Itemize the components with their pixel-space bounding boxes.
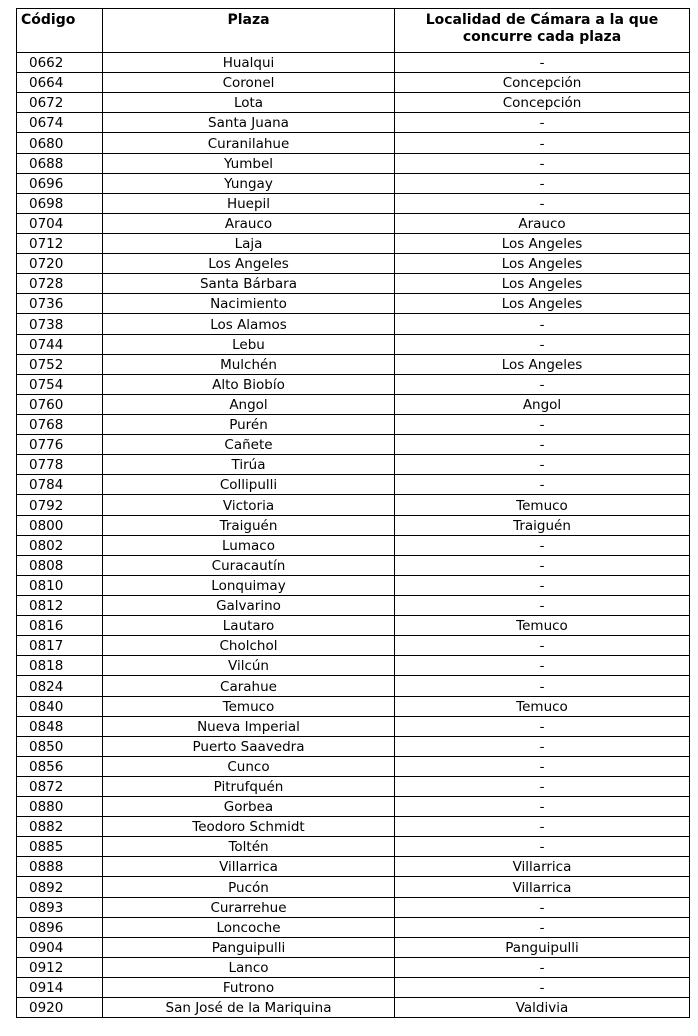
cell-localidad: Los Angeles (395, 294, 690, 314)
cell-code: 0704 (17, 213, 103, 233)
cell-code: 0912 (17, 957, 103, 977)
table-row (17, 213, 690, 233)
cell-plaza: Pucón (103, 877, 395, 897)
cell-localidad: - (395, 455, 690, 475)
cell-localidad: - (395, 113, 690, 133)
cell-code: 0674 (17, 113, 103, 133)
cell-code: 0850 (17, 736, 103, 756)
cell-plaza: Los Angeles (103, 254, 395, 274)
cell-code: 0712 (17, 233, 103, 253)
table-body (17, 53, 690, 1018)
cell-code: 0904 (17, 937, 103, 957)
table-row (17, 193, 690, 213)
cell-localidad: - (395, 53, 690, 73)
cell-plaza: Temuco (103, 696, 395, 716)
table-row (17, 73, 690, 93)
table-row (17, 957, 690, 977)
cell-localidad: - (395, 595, 690, 615)
cell-code: 0768 (17, 414, 103, 434)
cell-code: 0848 (17, 716, 103, 736)
table-row (17, 314, 690, 334)
cell-localidad: Los Angeles (395, 274, 690, 294)
cell-plaza: Tirúa (103, 455, 395, 475)
cell-code: 0816 (17, 616, 103, 636)
cell-localidad: - (395, 133, 690, 153)
table-row (17, 575, 690, 595)
cell-localidad: - (395, 736, 690, 756)
cell-localidad: - (395, 897, 690, 917)
cell-plaza: Mulchén (103, 354, 395, 374)
cell-plaza: Cunco (103, 756, 395, 776)
cell-plaza: Vilcún (103, 656, 395, 676)
table-row (17, 817, 690, 837)
cell-code: 0752 (17, 354, 103, 374)
table-row (17, 334, 690, 354)
cell-localidad: Panguipulli (395, 937, 690, 957)
table-row (17, 595, 690, 615)
cell-code: 0840 (17, 696, 103, 716)
cell-code: 0888 (17, 857, 103, 877)
table-row (17, 394, 690, 414)
cell-plaza: Villarrica (103, 857, 395, 877)
cell-plaza: Toltén (103, 837, 395, 857)
cell-code: 0800 (17, 515, 103, 535)
table-row (17, 716, 690, 736)
cell-code: 0885 (17, 837, 103, 857)
cell-localidad: - (395, 535, 690, 555)
cell-plaza: Alto Biobío (103, 374, 395, 394)
cell-code: 0893 (17, 897, 103, 917)
cell-plaza: Cañete (103, 435, 395, 455)
cell-localidad: - (395, 797, 690, 817)
cell-code: 0824 (17, 676, 103, 696)
cell-code: 0776 (17, 435, 103, 455)
table-row (17, 374, 690, 394)
cell-code: 0738 (17, 314, 103, 334)
cell-localidad: - (395, 656, 690, 676)
table-row (17, 515, 690, 535)
cell-localidad: - (395, 555, 690, 575)
table-row (17, 354, 690, 374)
cell-code: 0920 (17, 998, 103, 1018)
cell-localidad: - (395, 153, 690, 173)
table-row (17, 676, 690, 696)
cell-plaza: Hualqui (103, 53, 395, 73)
cell-plaza: Arauco (103, 213, 395, 233)
cell-code: 0856 (17, 756, 103, 776)
table-row (17, 797, 690, 817)
table-row (17, 495, 690, 515)
cell-code: 0760 (17, 394, 103, 414)
cell-plaza: Nueva Imperial (103, 716, 395, 736)
table-row (17, 475, 690, 495)
cell-code: 0808 (17, 555, 103, 575)
cell-localidad: Valdivia (395, 998, 690, 1018)
table-row (17, 555, 690, 575)
cell-localidad: Los Angeles (395, 233, 690, 253)
cell-code: 0720 (17, 254, 103, 274)
cell-plaza: Santa Bárbara (103, 274, 395, 294)
cell-code: 0892 (17, 877, 103, 897)
cell-localidad: - (395, 756, 690, 776)
cell-plaza: Lebu (103, 334, 395, 354)
table-row (17, 756, 690, 776)
cell-localidad: - (395, 435, 690, 455)
cell-localidad: - (395, 414, 690, 434)
cell-code: 0696 (17, 173, 103, 193)
cell-plaza: Puerto Saavedra (103, 736, 395, 756)
cell-plaza: Lautaro (103, 616, 395, 636)
cell-plaza: Cholchol (103, 636, 395, 656)
cell-code: 0817 (17, 636, 103, 656)
cell-code: 0896 (17, 917, 103, 937)
table-row (17, 153, 690, 173)
table-header-row (17, 9, 690, 53)
table-row (17, 736, 690, 756)
cell-localidad: - (395, 314, 690, 334)
cell-localidad: - (395, 817, 690, 837)
cell-localidad: - (395, 475, 690, 495)
cell-plaza: Victoria (103, 495, 395, 515)
cell-localidad: - (395, 837, 690, 857)
table-row (17, 857, 690, 877)
cell-localidad: - (395, 917, 690, 937)
cell-plaza: Loncoche (103, 917, 395, 937)
header-localidad: Localidad de Cámara a la que concurre cada plaza (395, 9, 690, 53)
table-row (17, 897, 690, 917)
cell-code: 0778 (17, 455, 103, 475)
cell-code: 0812 (17, 595, 103, 615)
table-row (17, 435, 690, 455)
table-row (17, 978, 690, 998)
header-code: Código (17, 9, 103, 53)
cell-localidad: - (395, 575, 690, 595)
cell-code: 0736 (17, 294, 103, 314)
cell-code: 0728 (17, 274, 103, 294)
cell-code: 0672 (17, 93, 103, 113)
cell-code: 0882 (17, 817, 103, 837)
table-row (17, 696, 690, 716)
table-row (17, 254, 690, 274)
cell-code: 0810 (17, 575, 103, 595)
cell-localidad: Angol (395, 394, 690, 414)
cell-plaza: Angol (103, 394, 395, 414)
cell-code: 0818 (17, 656, 103, 676)
cell-localidad: Concepción (395, 93, 690, 113)
cell-plaza: Laja (103, 233, 395, 253)
cell-localidad: - (395, 636, 690, 656)
table-row (17, 656, 690, 676)
cell-plaza: Lumaco (103, 535, 395, 555)
plazas-table (16, 8, 690, 1018)
table-row (17, 937, 690, 957)
cell-localidad: - (395, 193, 690, 213)
cell-plaza: Purén (103, 414, 395, 434)
cell-plaza: Santa Juana (103, 113, 395, 133)
cell-localidad: Arauco (395, 213, 690, 233)
cell-code: 0664 (17, 73, 103, 93)
cell-plaza: Lota (103, 93, 395, 113)
cell-code: 0880 (17, 797, 103, 817)
cell-code: 0688 (17, 153, 103, 173)
table-row (17, 133, 690, 153)
table-row (17, 636, 690, 656)
cell-plaza: Curanilahue (103, 133, 395, 153)
cell-plaza: Lonquimay (103, 575, 395, 595)
cell-code: 0754 (17, 374, 103, 394)
cell-localidad: Los Angeles (395, 254, 690, 274)
table-row (17, 616, 690, 636)
cell-plaza: Lanco (103, 957, 395, 977)
cell-code: 0662 (17, 53, 103, 73)
cell-code: 0744 (17, 334, 103, 354)
cell-plaza: Traiguén (103, 515, 395, 535)
cell-code: 0698 (17, 193, 103, 213)
cell-localidad: - (395, 173, 690, 193)
header-plaza: Plaza (103, 9, 395, 53)
table-row (17, 877, 690, 897)
cell-plaza: Pitrufquén (103, 776, 395, 796)
table-row (17, 93, 690, 113)
cell-plaza: Coronel (103, 73, 395, 93)
table-row (17, 113, 690, 133)
cell-localidad: Villarrica (395, 877, 690, 897)
cell-plaza: Futrono (103, 978, 395, 998)
cell-code: 0914 (17, 978, 103, 998)
cell-localidad: Los Angeles (395, 354, 690, 374)
cell-code: 0680 (17, 133, 103, 153)
table-row (17, 173, 690, 193)
cell-localidad: - (395, 676, 690, 696)
cell-localidad: - (395, 716, 690, 736)
cell-plaza: Los Alamos (103, 314, 395, 334)
cell-plaza: Teodoro Schmidt (103, 817, 395, 837)
cell-code: 0792 (17, 495, 103, 515)
cell-localidad: Temuco (395, 616, 690, 636)
cell-plaza: Huepil (103, 193, 395, 213)
table-row (17, 917, 690, 937)
cell-plaza: Panguipulli (103, 937, 395, 957)
table-row (17, 274, 690, 294)
cell-code: 0802 (17, 535, 103, 555)
cell-localidad: Temuco (395, 495, 690, 515)
table-row (17, 414, 690, 434)
cell-plaza: Carahue (103, 676, 395, 696)
table-row (17, 998, 690, 1018)
cell-plaza: Collipulli (103, 475, 395, 495)
cell-plaza: Curacautín (103, 555, 395, 575)
table-row (17, 53, 690, 73)
cell-localidad: Villarrica (395, 857, 690, 877)
cell-plaza: Gorbea (103, 797, 395, 817)
table-row (17, 535, 690, 555)
table-row (17, 233, 690, 253)
cell-plaza: San José de la Mariquina (103, 998, 395, 1018)
cell-plaza: Galvarino (103, 595, 395, 615)
cell-plaza: Curarrehue (103, 897, 395, 917)
cell-plaza: Yumbel (103, 153, 395, 173)
table-row (17, 776, 690, 796)
cell-code: 0872 (17, 776, 103, 796)
cell-plaza: Yungay (103, 173, 395, 193)
cell-localidad: - (395, 978, 690, 998)
cell-localidad: - (395, 776, 690, 796)
table-row (17, 455, 690, 475)
cell-localidad: - (395, 374, 690, 394)
cell-localidad: - (395, 334, 690, 354)
table-row (17, 294, 690, 314)
cell-localidad: Traiguén (395, 515, 690, 535)
cell-code: 0784 (17, 475, 103, 495)
cell-localidad: Temuco (395, 696, 690, 716)
cell-localidad: - (395, 957, 690, 977)
cell-localidad: Concepción (395, 73, 690, 93)
table-row (17, 837, 690, 857)
cell-plaza: Nacimiento (103, 294, 395, 314)
